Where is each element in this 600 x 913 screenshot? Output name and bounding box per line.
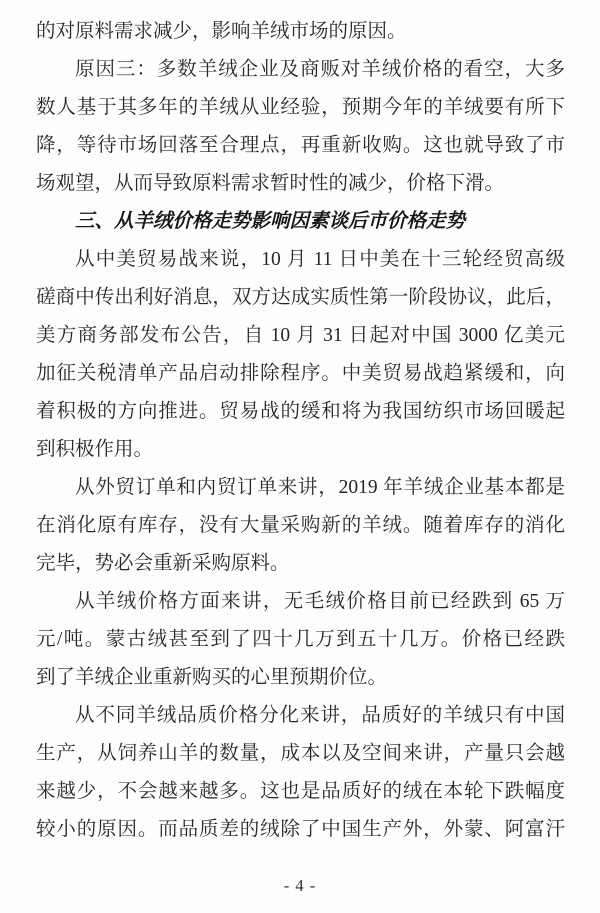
text-line: 数人基于其多年的羊绒从业经验，预期今年的羊绒要有所下 [36, 97, 565, 118]
paragraph [36, 697, 565, 849]
text-line: 较小的原因。而品质差的绒除了中国生产外，外蒙、阿富汗 [36, 819, 565, 840]
heading-line: 三、从羊绒价格走势影响因素谈后市价格走势 [75, 211, 466, 232]
page-body [36, 13, 565, 849]
text-line: 从羊绒价格方面来讲，无毛绒价格目前已经跌到 65 万 [75, 591, 565, 612]
text-line: 原因三：多数羊绒企业及商贩对羊绒价格的看空，大多 [75, 59, 565, 80]
text-line: 元/吨。蒙古绒甚至到了四十几万到五十几万。价格已经跌 [36, 629, 565, 650]
text-line: 到积极作用。 [36, 439, 154, 460]
text-line: 从中美贸易战来说，10 月 11 日中美在十三轮经贸高级 [75, 249, 565, 270]
section-heading [36, 203, 565, 241]
text-line: 加征关税清单产品启动排除程序。中美贸易战趋紧缓和，向 [36, 363, 565, 384]
text-line: 生产，从饲养山羊的数量，成本以及空间来讲，产量只会越 [36, 743, 565, 764]
text-line: 完毕，势必会重新采购原料。 [36, 553, 290, 574]
text-line: 美方商务部发布公告，自 10 月 31 日起对中国 3000 亿美元 [36, 325, 565, 346]
paragraph [36, 51, 565, 203]
paragraph [36, 469, 565, 583]
text-line: 从不同羊绒品质价格分化来讲，品质好的羊绒只有中国 [75, 705, 565, 726]
paragraph [36, 13, 565, 51]
text-line: 从外贸订单和内贸订单来讲，2019 年羊绒企业基本都是 [75, 477, 565, 498]
text-line: 在消化原有库存，没有大量采购新的羊绒。随着库存的消化 [36, 515, 565, 536]
text-line: 的对原料需求减少，影响羊绒市场的原因。 [36, 21, 407, 42]
text-line: 磋商中传出利好消息，双方达成实质性第一阶段协议，此后， [36, 287, 565, 308]
paragraph [36, 241, 565, 469]
paragraph [36, 583, 565, 697]
text-line: 到了羊绒企业重新购买的心里预期价位。 [36, 667, 388, 688]
text-line: 来越少，不会越来越多。这也是品质好的绒在本轮下跌幅度 [36, 781, 565, 802]
page-number: - 4 - [283, 876, 317, 895]
text-line: 降，等待市场回落至合理点，再重新收购。这也就导致了市 [36, 135, 565, 156]
text-line: 场观望，从而导致原料需求暂时性的减少，价格下滑。 [36, 173, 505, 194]
text-line: 着积极的方向推进。贸易战的缓和将为我国纺织市场回暖起 [36, 401, 565, 422]
